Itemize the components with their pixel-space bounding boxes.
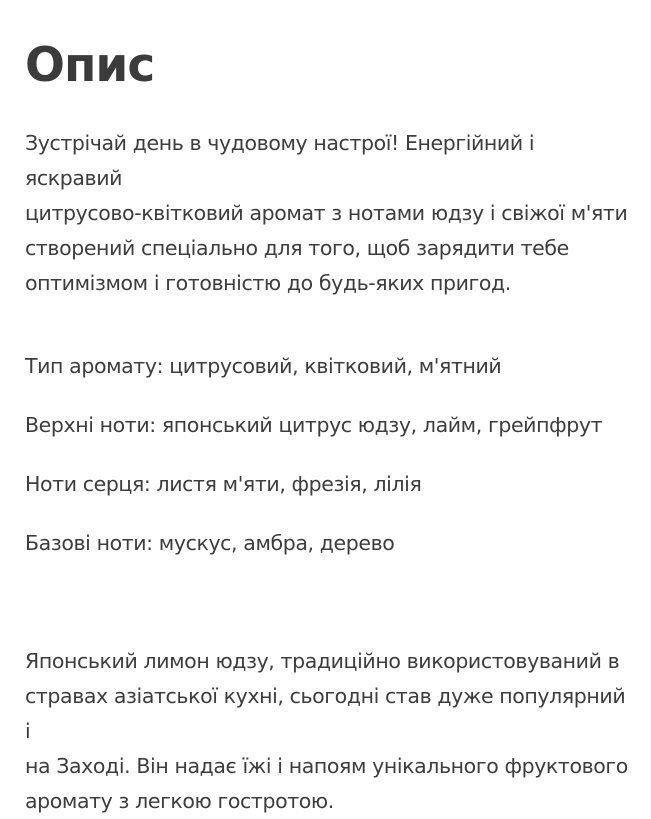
section-title: Опис: [25, 38, 155, 93]
top-notes: Верхні ноти: японський цитрус юдзу, лайм, грейпфрут: [25, 413, 603, 437]
yuzu-line: на Заході. Він надає їжі і напоям унікального фруктового: [25, 754, 628, 778]
intro-line: цитрусово-квітковий аромат з нотами юдзу і свіжої м'яти: [25, 201, 628, 225]
yuzu-line: Японський лимон юдзу, традиційно використовуваний в: [25, 649, 620, 673]
intro-line: оптимізмом і готовністю до будь-яких пригод.: [25, 271, 511, 295]
intro-line: Зустрічай день в чудовому настрої! Енергійний і яскравий: [25, 131, 535, 190]
heart-notes: Ноти серця: листя м'яти, фрезія, лілія: [25, 472, 422, 496]
yuzu-paragraph: [25, 644, 630, 819]
yuzu-line: аромату з легкою гостротою.: [25, 789, 334, 813]
fragrance-type: Тип аромату: цитрусовий, квітковий, м'ятний: [25, 354, 502, 378]
base-notes: Базові ноти: мускус, амбра, дерево: [25, 531, 395, 555]
intro-line: створений спеціально для того, щоб зарядити тебе: [25, 236, 569, 260]
intro-paragraph: [25, 126, 630, 301]
yuzu-line: стравах азіатської кухні, сьогодні став дуже популярний і: [25, 684, 626, 743]
fragrance-notes-list: [25, 349, 602, 585]
